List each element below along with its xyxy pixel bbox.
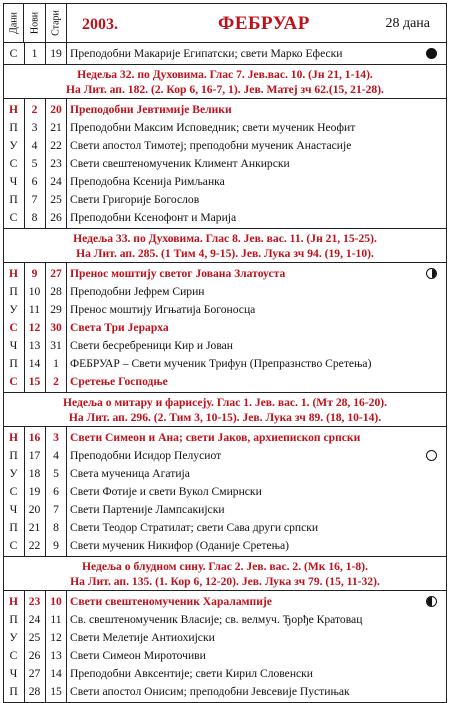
weekday-cell: П [9,193,18,206]
feast-text: Света мученица Агатија [70,467,190,480]
day-row [4,155,446,173]
liturgy-reading-line: Недеља 32. по Духовима. Глас 7. Јев.вас. 10. (Јн 21, 1-14). [77,68,373,81]
old-date-cell: 5 [53,467,59,480]
day-row [4,137,446,155]
new-date-cell: 17 [28,449,41,462]
weekday-cell: П [9,613,18,626]
column-divider [66,99,67,228]
old-date-cell: 29 [50,303,62,316]
feast-text: Свети Мелетије Антиохијски [70,631,215,644]
new-date-cell: 24 [28,613,41,626]
column-divider [24,427,25,556]
liturgy-reading-line: На Лит. ап. 296. (2. Тим 3, 10-15). Јев. Лука зч 89. (18, 10-14). [68,411,382,424]
weekday-cell: П [9,121,18,134]
feast-text: Преподобни Авксентије; свети Кирил Словенски [70,667,314,680]
column-divider [24,263,25,392]
column-label-days: Дани [4,4,24,42]
day-row [4,191,446,209]
new-date-cell: 21 [28,521,41,534]
day-row [4,101,446,119]
calendar-header [3,3,447,43]
new-date-cell: 14 [28,357,41,370]
column-divider [66,591,67,702]
feast-text: Свети свештеномученик Харалампије [70,595,272,608]
weekday-cell: Ч [9,175,18,188]
day-row [4,283,446,301]
liturgy-reading-line: На Лит. ап. 285. (1 Тим 4, 9-15). Јев. Лука зч 94. (19, 1-10). [76,247,374,260]
new-date-cell: 10 [28,285,41,298]
weekday-cell: У [9,139,18,152]
weekday-cell: П [9,449,18,462]
weekday-cell: С [9,375,18,388]
column-divider [24,591,25,702]
day-row [4,429,446,447]
feast-text: Свети апостол Онисим; преподобни Јевсевије Пустињак [70,685,350,698]
liturgy-reading-line: Недеља о митару и фарисеју. Глас 1. Јев. вас. 1. (Мт 28, 16-20). [62,396,388,409]
liturgy-reading [3,65,447,99]
weekday-cell: Ч [9,503,18,516]
feast-text: Преподобни Јефрем Сирин [70,285,205,298]
old-date-cell: 28 [50,285,62,298]
weekday-cell: С [9,539,18,552]
column-divider [66,43,67,64]
feast-text: ФЕБРУАР – Свети мученик Трифун (Препразнство Сретења) [70,357,372,370]
new-date-cell: 2 [31,103,38,116]
weekday-cell: Ч [9,339,18,352]
month-title: ФЕБРУАР [218,13,310,34]
old-date-cell: 15 [50,685,62,698]
new-date-cell: 1 [31,47,38,60]
feast-text: Свети Фотије и свети Вукол Смирнски [70,485,262,498]
liturgy-reading-line: На Лит. ап. 182. (2. Кор 6, 16-7, 1). Јев. Матеј зч 62.(15, 21-28). [66,83,384,96]
new-date-cell: 27 [28,667,41,680]
day-block [3,99,447,229]
old-date-cell: 6 [53,485,59,498]
calendar-page [3,3,447,698]
new-date-cell: 12 [28,321,41,334]
feast-text: Свети бесребреници Кир и Јован [70,339,233,352]
new-date-cell: 7 [31,193,38,206]
day-row [4,337,446,355]
day-row [4,593,446,611]
day-block [3,427,447,557]
feast-text: Сретење Господње [70,375,168,388]
new-date-cell: 16 [28,431,41,444]
weekday-cell: У [9,631,18,644]
new-date-cell: 4 [31,139,38,152]
column-divider [45,99,46,228]
new-date-cell: 26 [28,649,41,662]
weekday-cell: Н [8,431,19,444]
old-date-cell: 11 [50,613,62,626]
feast-text: Пренос моштију Игњатија Богоносца [70,303,256,316]
year-label: 2003. [82,16,118,33]
weekday-cell: С [9,485,18,498]
feast-text: Свети Симеон Мироточиви [70,649,206,662]
day-row [4,611,446,629]
weekday-cell: Н [8,103,19,116]
new-date-cell: 13 [28,339,41,352]
day-row [4,629,446,647]
liturgy-reading [3,393,447,427]
new-date-cell: 5 [31,157,38,170]
new-date-cell: 8 [31,211,38,224]
day-row [4,665,446,683]
old-date-cell: 20 [50,103,62,116]
calendar-body [3,43,447,703]
new-date-cell: 18 [28,467,41,480]
old-date-cell: 1 [53,357,59,370]
old-date-cell: 2 [53,375,59,388]
feast-text: Свети Теодор Стратилат; свети Сава други српски [70,521,319,534]
column-divider [66,427,67,556]
moon-phase-first-icon [426,268,437,279]
new-date-cell: 23 [28,595,41,608]
new-date-cell: 11 [28,303,41,316]
old-date-cell: 31 [50,339,62,352]
new-date-cell: 15 [28,375,41,388]
weekday-cell: С [9,211,18,224]
day-block [3,263,447,393]
weekday-cell: С [9,321,18,334]
old-date-cell: 13 [50,649,62,662]
day-row [4,447,446,465]
new-date-cell: 9 [31,267,38,280]
feast-text: Свети апостол Тимотеј; преподобни мученик Анастасије [70,139,352,152]
old-date-cell: 26 [50,211,62,224]
column-divider [45,591,46,702]
old-date-cell: 21 [50,121,62,134]
moon-phase-empty-icon [426,450,437,461]
old-date-cell: 14 [50,667,62,680]
weekday-cell: У [9,303,18,316]
column-divider [24,43,25,64]
feast-text: Свети свештеномученик Климент Анкирски [70,157,290,170]
weekday-cell: У [9,467,18,480]
new-date-cell: 22 [28,539,41,552]
feast-text: Преподобни Јевтимије Велики [70,103,232,116]
new-date-cell: 19 [28,485,41,498]
weekday-cell: С [9,157,18,170]
day-block [3,591,447,703]
weekday-cell: П [9,357,18,370]
days-count: 28 дана [385,16,430,31]
feast-text: Свети Партеније Лампсакијски [70,503,225,516]
column-label-new: Нови [24,4,46,42]
day-row [4,537,446,555]
weekday-cell: П [9,685,18,698]
feast-text: Св. свештеномученик Власије; св. велмуч. Ђорђе Кратовац [70,613,363,626]
feast-text: Свети мученик Никифор (Оданије Сретења) [70,539,290,552]
day-row [4,355,446,373]
weekday-cell: Н [8,267,19,280]
old-date-cell: 30 [50,321,62,334]
column-divider [45,427,46,556]
day-row [4,647,446,665]
feast-text: Преподобни Ксенофонт и Марија [70,211,237,224]
new-date-cell: 28 [28,685,41,698]
weekday-cell: Н [8,595,19,608]
weekday-cell: П [9,521,18,534]
feast-text: Света Три Јерарха [70,321,169,334]
feast-text: Преподобни Максим Исповедник; свети мученик Неофит [70,121,356,134]
liturgy-reading-line: На Лит. ап. 135. (1. Кор 6, 12-20). Јев. Лука зч 79. (15, 11-32). [70,575,380,588]
weekday-cell: С [9,649,18,662]
old-date-cell: 19 [50,47,62,60]
day-row [4,265,446,283]
old-date-cell: 27 [50,267,62,280]
day-row [4,373,446,391]
feast-text: Свети Симеон и Ана; свети Јаков, архиепископ српски [70,431,361,444]
day-row [4,119,446,137]
liturgy-reading-line: Недеља 33. по Духовима. Глас 8. Јев. вас. 11. (Јн 21, 15-25). [73,232,377,245]
day-row [4,209,446,227]
old-date-cell: 24 [50,175,62,188]
column-divider [45,43,46,64]
day-block [3,43,447,65]
day-row [4,501,446,519]
feast-text: Пренос моштију светог Јована Златоуста [70,267,286,280]
feast-text: Свети Григорије Богослов [70,193,200,206]
liturgy-reading [3,229,447,263]
day-row [4,519,446,537]
column-divider [24,99,25,228]
day-row [4,173,446,191]
feast-text: Преподобна Ксенија Римљанка [70,175,225,188]
weekday-cell: П [9,285,18,298]
column-label-old: Стари [46,4,67,42]
old-date-cell: 8 [53,521,59,534]
day-row [4,465,446,483]
old-date-cell: 4 [53,449,59,462]
day-row [4,319,446,337]
day-row [4,45,446,63]
old-date-cell: 25 [50,193,62,206]
new-date-cell: 3 [31,121,38,134]
old-date-cell: 10 [50,595,62,608]
new-date-cell: 25 [28,631,41,644]
day-row [4,483,446,501]
liturgy-reading [3,557,447,591]
old-date-cell: 7 [53,503,59,516]
column-divider [66,263,67,392]
old-date-cell: 3 [53,431,59,444]
day-row [4,301,446,319]
feast-text: Преподобни Макарије Египатски; свети Марко Ефески [70,47,343,60]
liturgy-reading-line: Недеља о блудном сину. Глас 2. Јев. вас. 2. (Мк 16, 1-8). [82,560,368,573]
old-date-cell: 12 [50,631,62,644]
old-date-cell: 23 [50,157,62,170]
day-row [4,683,446,701]
old-date-cell: 22 [50,139,62,152]
new-date-cell: 20 [28,503,41,516]
weekday-cell: С [9,47,18,60]
feast-text: Преподобни Исидор Пелусиот [70,449,222,462]
old-date-cell: 9 [53,539,59,552]
moon-phase-full-icon [426,48,437,59]
weekday-cell: Ч [9,667,18,680]
new-date-cell: 6 [31,175,38,188]
moon-phase-last-icon [426,596,437,607]
column-divider [45,263,46,392]
